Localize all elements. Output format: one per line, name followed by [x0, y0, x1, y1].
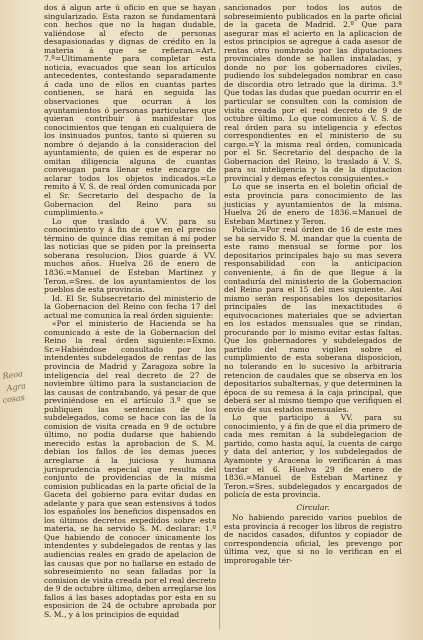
- column-divider: [219, 8, 220, 630]
- margin-note: Reoa: [2, 369, 24, 381]
- paragraph: Policía.=Por real órden de 16 de este mes se ha servido S. M. mandar que la cuenta de este ramo mensual se forme por los depositarios principales bajo su mas severa responsabilidad con la anticipacion conveniente, á fin de que llegue á la contaduría del ministerio de la Gobernacion del Reino para el 15 del mes siguiente. Así mismo serán responsables los depositarios principales de las inexactitudes ó equivocaciones materiales que se adviertan en los estados mensuales que se rindan, procurando por lo mismo evitar estas faltas. Que los gobernadores y subdelegados de partido del ramo vigilen sobre el cumplimiento de esta soberana disposicion, no tolerando en lo sucesivo la arbitraria retencion de caudales que se observa en los depositarios subalternas, y que determinen la época de su remesa á la caja principal, que deberá ser al mismo tiempo que verifiquen el envio de sus estados mensuales.: [224, 225, 402, 414]
- right-column: [224, 4, 402, 566]
- section-heading: Circular.: [296, 502, 330, 512]
- paragraph: No habiendo parecido varios pueblos de esta provincia á recoger los libros de registro de nacidos casados, difuntos y copiador de correspondencia oficial, les prevengo por última vez, que si no lo verifican en el improrogable tér-: [224, 513, 402, 565]
- paragraph: «Por el ministerio de Hacienda se ha comunicado á este de la Gobernacion del Reino la real órden siguiente:=Exmo. Sr.=Habiéndose consultado por los intendentes subdelegados de rentas de las provincia de Madrid y Zaragoza sobre la inteligencia del real decreto de 27 de noviembre último para la sustanciacion de las causas de contrabando, yá pesar de que previniéndose en el artículo 3.º que se publiquen las sentencias de los subdelegados, como se hace con las de la comision de visita creada en 9 de octubre último, no podia dudarse que habiendo merecido estas la aprobacion de S. M. debian los fallos de los demas jueces arreglarse á la juiciosa y humana jurisprudencia especial que resulta del conjunto de providencias de la misma comision publicadas en la parte oficial de la Gaceta del gobierno para evitar dudas en adelante y para que sean estensivos á todos los españoles los beneficios dispensados en los últimos decretos expedidos sobre esta materia, se ha servido S. M. declarar: 1.º Que habiendo de conocer únicamente los intendentes y subdelegados de rentas y las audiencias reales en grado de apelacion de las causas que por no hallarse en estado de sobreseimiento no sean falladas por la comision de visita creada por el real decreto de 9 de octubre último, deben arreglarse los fallos á las bases adoptadas por esta en su esposicion de 24 de octubre aprobada por S. M., y á los principios de equidad: [44, 319, 216, 619]
- margin-note: cosas: [2, 392, 26, 405]
- paragraph: Lo que se inserta en el boletin oficial de esta provincia para conocimiento de las justicias y ayuntamientos de la misma. Huelva 26 de enero de 1836.=Manuel de Esteban Martinez y Teron.: [224, 182, 402, 226]
- paragraph: dos á algun arte ú oficio en que se hayan singularizado. Esta razon se fundamentará con hechos que no la hagan dudable, valiéndose al efecto de personas desapasionadas y dignas de crédito en la materia á que se refieran.=Art. 7.º=Ultimamente para completar esta noticia, evacuados que sean los artículos antecedentes, contestando separadamente á cada uno de ellos en cuantas partes contienen, se hará en seguida las observaciones que ocurran á los ayuntamientos ó personas particulares que quieran contribuir á manifestar los conocimientos que tengan en cualquiera de los insinuados puntos, tanto si quieren su nombre ó dejando á la consideracion del ayuntamiento, de quien es de esperar no omitan diligencia alguna de cuantas conveugan para llenar este encargo de aclarar todos los objetos indicados.=Lo remito á V. S. de real órden comunicada por el Sr. Secretario del despacho de la Gobernacion del Reino para su cumplimiento.»: [44, 3, 216, 218]
- paragraph: Lo que participo á VV. para su conocimiento, y á fin de que el dia primero de cada mes remitan á la subdelegacion de partido, como hasta aquí, la cuenta de cargo y data del anterior, y los subdelegados de Ayamonte y Aracena lo verificarán á mas tardar el 6. Huelva 29 de enero de 1836.=Manuel de Esteban Martinez y Teron.=Sres. subdelegados y encargados de policía de esta provincia.: [224, 413, 402, 500]
- left-column: [44, 4, 216, 619]
- margin-note: Agra: [6, 381, 27, 393]
- paragraph: Id. El Sr. Subsecretario del ministerio de la Gobernacion del Reino con fecha 17 del actual me comunica la real órden siguiente:: [44, 293, 216, 320]
- paragraph: sancionados por todos los autos de sobreseimiento publicados en la parte oficial de la gaceta de Madrid. 2.º Que para asegurar mas el acierto en la aplicacion de estos principios se agregue á cada asesor de rentas otro nombrado por las diputaciones provinciales donde se hallen instaladas, y donde no por los gobernadores civiles, pudiendo los subdelegados nombrar en caso de discordia otro letrado que la dirima. 3.º Que todas las dudas que puedan ocurrir en el particular se consulten con la comision de visita creada por el real decreto de 9 de octubre último. Lo que comunico á V. S. de real órden para su inteligencia y efectos correspondientes en el ministerio de su cargo.=Y la misma real órden, comunicada por el Sr. Secretario del despacho de la Gobernacion del Reino, lo traslado á V. S. para su inteligencia y la de la diputacion provincial y demas efectos consiguientes.»: [224, 3, 402, 183]
- paragraph: Lo que traslado á VV. para su conocimiento y á fin de que en el preciso término de quince dias remitan á mí poder las noticias que se piden por la preinserta soberana resolucion. Dios guarde á VV. muchos años. Huelva 26 de enero de 1836.=Manuel de Esteban Martinez y Teron.=Sres. de los ayuntamientos de los pueblos de esta provincia.: [44, 216, 216, 295]
